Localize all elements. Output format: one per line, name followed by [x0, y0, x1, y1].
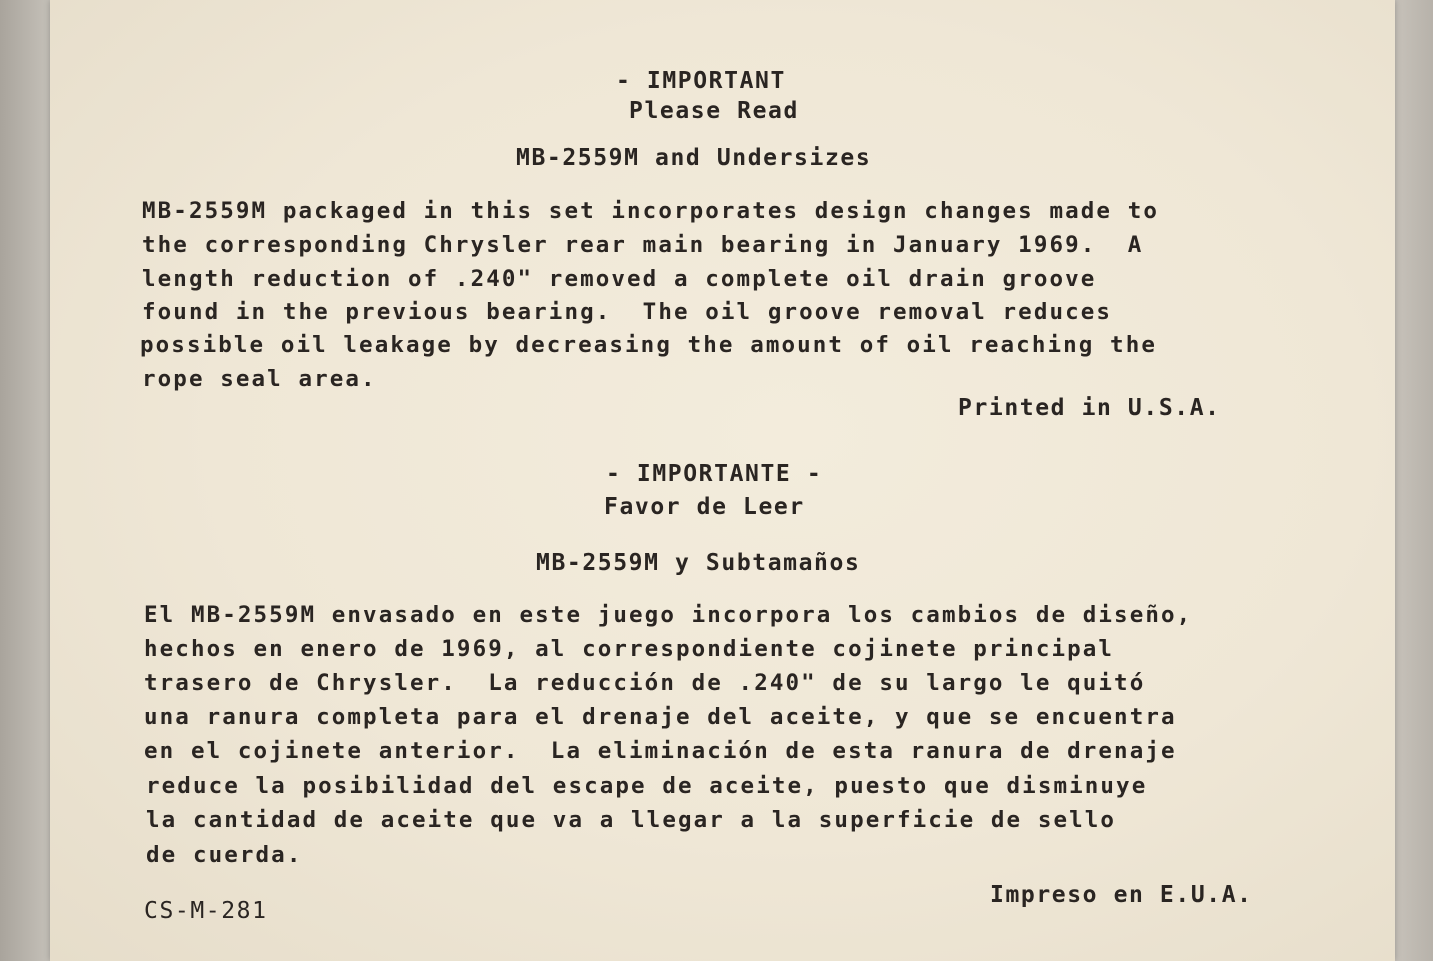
spanish-paragraph-line: la cantidad de aceite que va a llegar a la superficie de sello [146, 807, 1117, 833]
english-paragraph-line: MB-2559M packaged in this set incorporates design changes made to [142, 198, 1159, 224]
spanish-paragraph-line: reduce la posibilidad del escape de aceite, puesto que disminuye [146, 773, 1148, 799]
english-heading: - IMPORTANT [616, 68, 786, 94]
spanish-paragraph-line: una ranura completa para el drenaje del aceite, y que se encuentra [144, 704, 1177, 730]
spanish-subheading: Favor de Leer [604, 494, 805, 520]
spanish-paragraph-line: El MB-2559M envasado en este juego incorpora los cambios de diseño, [144, 602, 1193, 628]
spanish-printed-in: Impreso en E.U.A. [990, 882, 1253, 908]
form-code: CS-M-281 [144, 898, 268, 924]
english-printed-in: Printed in U.S.A. [958, 395, 1221, 421]
spanish-heading: - IMPORTANTE - [606, 461, 823, 487]
spanish-paragraph-line: hechos en enero de 1969, al correspondiente cojinete principal [144, 636, 1115, 662]
spanish-paragraph-line: trasero de Chrysler. La reducción de .240" de su largo le quitó [144, 670, 1146, 696]
english-paragraph-line: possible oil leakage by decreasing the amount of oil reaching the [140, 332, 1157, 358]
spanish-paragraph-line: de cuerda. [146, 842, 303, 868]
instruction-sheet [50, 0, 1395, 961]
spanish-paragraph-line: en el cojinete anterior. La eliminación de esta ranura de drenaje [144, 738, 1177, 764]
spanish-title: MB-2559M y Subtamaños [536, 550, 861, 576]
english-paragraph-line: the corresponding Chrysler rear main bearing in January 1969. A [142, 232, 1144, 258]
english-paragraph-line: found in the previous bearing. The oil groove removal reduces [142, 299, 1113, 325]
english-paragraph-line: length reduction of .240" removed a complete oil drain groove [142, 266, 1097, 292]
english-title: MB-2559M and Undersizes [516, 145, 872, 171]
english-subheading: Please Read [629, 98, 799, 124]
english-paragraph-line: rope seal area. [142, 366, 377, 392]
